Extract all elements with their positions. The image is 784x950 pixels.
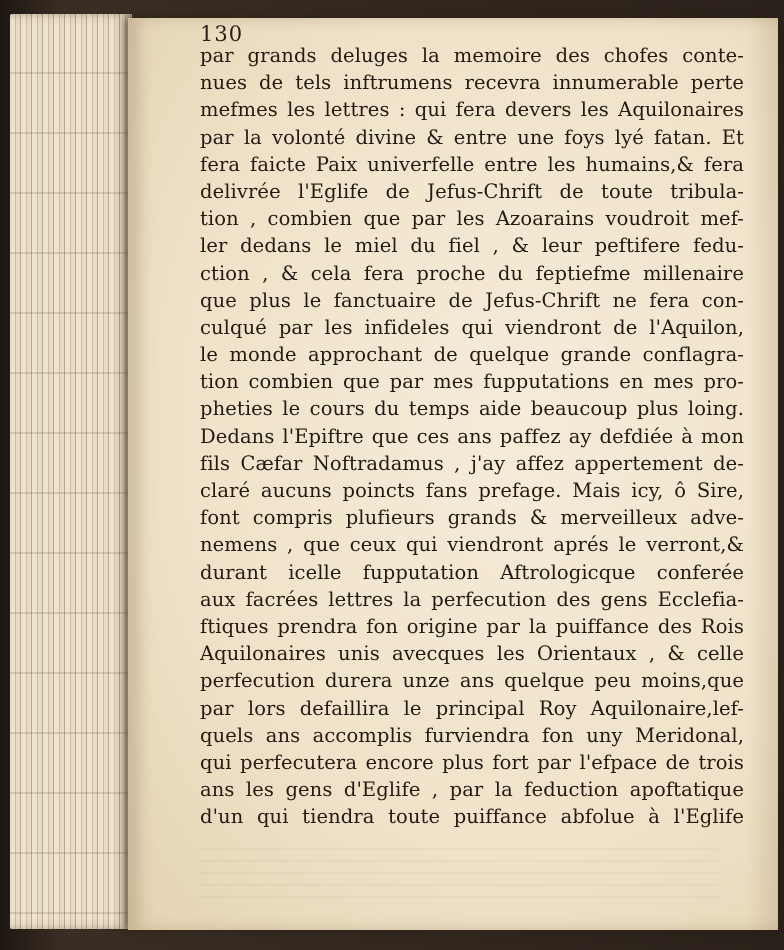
- text-line: claré aucuns poincts fans prefage. Mais icy, ô Sire,: [200, 479, 744, 502]
- text-line: Aquilonaires unis avecques les Orientaux , & celle: [200, 642, 744, 666]
- text-line: que plus le fanctuaire de Jefus-Chrift ne fera con-: [200, 288, 744, 312]
- book-page-edges: [10, 14, 132, 929]
- text-line: font compris plufieurs grands & merveilleux adve-: [200, 506, 744, 530]
- text-line: nues de tels inftrumens recevra innumerable perte: [200, 71, 744, 95]
- book-page: [128, 18, 778, 930]
- text-line: ction , & cela fera proche du feptiefme millenaire: [200, 261, 744, 285]
- text-line: ler dedans le miel du fiel , & leur peftifere fedu-: [200, 234, 744, 258]
- text-line: ftiques prendra fon origine par la puiffance des Rois: [200, 614, 744, 638]
- text-line: tion combien que par mes fupputations en mes pro-: [200, 370, 744, 394]
- text-line: nemens , que ceux qui viendront aprés le verront,&: [200, 533, 744, 557]
- text-line: qui perfecutera encore plus fort par l'efpace de trois: [200, 750, 744, 774]
- text-line: fils Cæfar Noftradamus , j'ay affez appertement de-: [200, 451, 744, 475]
- text-line: par la volonté divine & entre une foys lyé fatan. Et: [200, 125, 744, 149]
- page-number: 130: [200, 22, 244, 46]
- page-edge-shading: [748, 18, 778, 930]
- text-line: culqué par les infideles qui viendront de l'Aquilon,: [200, 315, 744, 339]
- show-through-residue: [198, 848, 718, 908]
- text-line: delivrée l'Eglife de Jefus-Chrift de toute tribula-: [200, 179, 744, 203]
- text-line: par grands deluges la memoire des chofes conte-: [200, 44, 744, 67]
- text-line: perfecution durera unze ans quelque peu moins,que: [200, 669, 744, 693]
- text-line: pheties le cours du temps aide beaucoup plus loing.: [200, 397, 744, 421]
- text-line: aux facrées lettres la perfecution des gens Ecclefia-: [200, 587, 744, 611]
- text-line: par lors defaillira le principal Roy Aquilonaire,lef-: [200, 696, 744, 720]
- text-line: le monde approchant de quelque grande conflagra-: [200, 343, 744, 367]
- text-line: quels ans accomplis furviendra fon uny Meridonal,: [200, 723, 744, 747]
- text-line: ans les gens d'Eglife , par la feduction apoftatique: [200, 778, 744, 802]
- text-line: durant icelle fupputation Aftrologicque conferée: [200, 560, 744, 584]
- text-line: Dedans l'Epiftre que ces ans paffez ay defdiée à mon: [200, 424, 744, 448]
- text-line: mefmes les lettres : qui fera devers les Aquilonaires: [200, 98, 744, 122]
- page-text-block: [200, 42, 744, 830]
- text-line: tion , combien que par les Azoarains voudroit mef-: [200, 207, 744, 231]
- text-line: d'un qui tiendra toute puiffance abfolue à l'Eglife: [200, 805, 744, 829]
- text-line: fera faicte Paix univerfelle entre les humains,& fera: [200, 152, 744, 176]
